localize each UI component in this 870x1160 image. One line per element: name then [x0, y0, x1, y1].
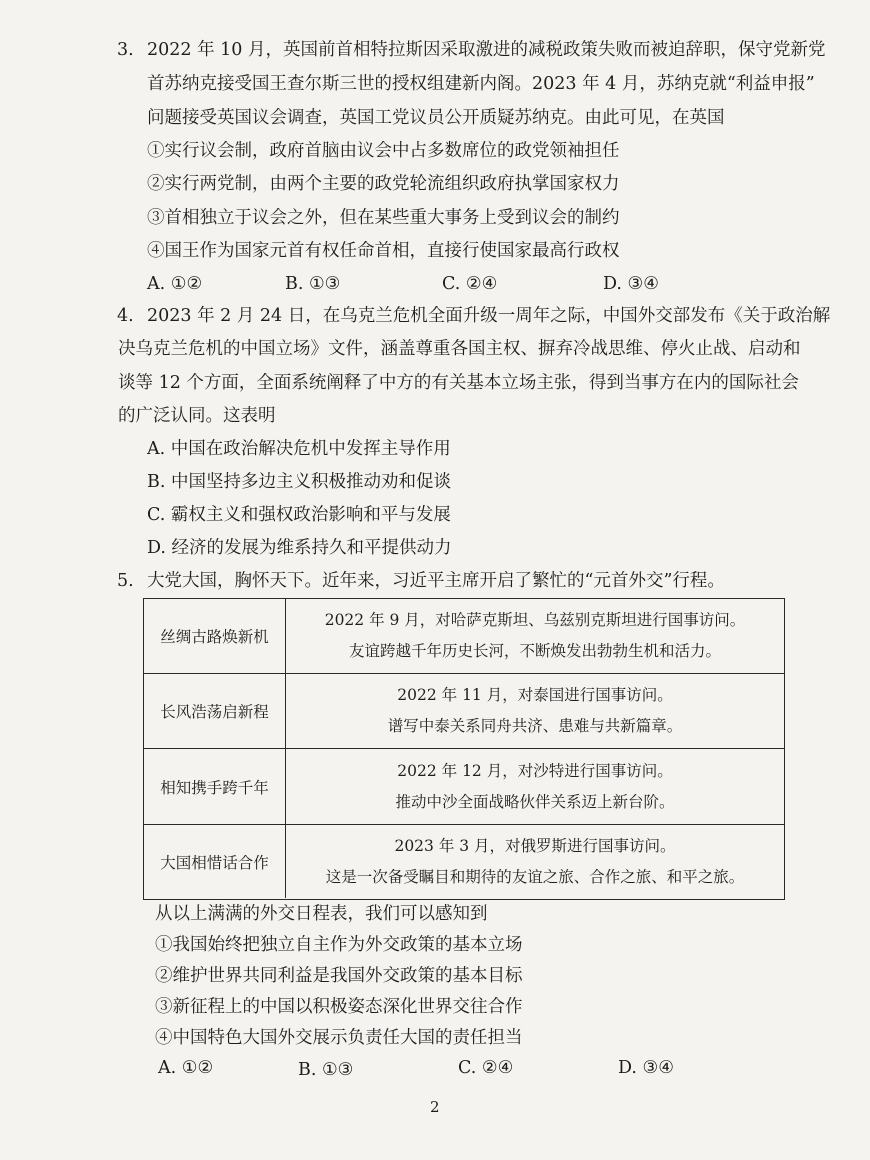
- option-c: C. 霸权主义和强权政治影响和平与发展: [147, 505, 451, 525]
- row-content-line: 2022 年 12 月，对沙特进行国事访问。: [397, 761, 673, 780]
- option-b: B. 中国坚持多边主义积极推动劝和促谈: [147, 472, 451, 492]
- row-content-line: 2022 年 9 月，对哈萨克斯坦、乌兹别克斯坦进行国事访问。: [324, 611, 746, 629]
- question-text-line: 谈等 12 个方面，全面系统阐释了中方的有关基本立场主张，得到当事方在内的国际社会: [118, 373, 799, 393]
- question-number: 4.: [117, 306, 134, 326]
- option-a: A. 中国在政治解决危机中发挥主导作用: [147, 439, 451, 459]
- row-title: 长风浩荡启新程: [144, 674, 286, 748]
- statement-item: ③新征程上的中国以积极姿态深化世界交往合作: [155, 997, 523, 1017]
- row-content: [286, 674, 784, 748]
- statement-item: ④中国特色大国外交展示负责任大国的责任担当: [155, 1028, 523, 1048]
- question-text-line: 大党大国，胸怀天下。近年来，习近平主席开启了繁忙的“元首外交”行程。: [147, 571, 725, 591]
- statement-item: ②实行两党制，由两个主要的政党轮流组织政府执掌国家权力: [147, 174, 620, 194]
- row-content: [286, 749, 784, 824]
- question-text-line: 决乌克兰危机的中国立场》文件，涵盖尊重各国主权、摒弃冷战思维、停火止战、启动和: [118, 339, 801, 359]
- page-number: 2: [430, 1098, 440, 1116]
- row-content-line: 这是一次备受瞩目和期待的友谊之旅、合作之旅、和平之旅。: [325, 867, 745, 886]
- statement-item: ②维护世界共同利益是我国外交政策的基本目标: [155, 966, 523, 986]
- row-content-line: 2023 年 3 月，对俄罗斯进行国事访问。: [394, 836, 676, 855]
- row-content-line: 推动中沙全面战略伙伴关系迈上新台阶。: [395, 792, 675, 811]
- option-a: A. ①②: [158, 1058, 214, 1078]
- row-title: 丝绸古路焕新机: [144, 599, 286, 673]
- row-content-line: 谱写中泰关系同舟共济、患难与共新篇章。: [387, 717, 683, 735]
- question-text-line: 问题接受英国议会调查，英国工党议员公开质疑苏纳克。由此可见，在英国: [147, 108, 725, 128]
- table-row: [144, 674, 784, 749]
- table-row: [144, 599, 784, 674]
- row-content: [286, 599, 784, 673]
- question-text-line: 的广泛认同。这表明: [118, 406, 276, 426]
- option-d: D. 经济的发展为维系持久和平提供动力: [147, 538, 452, 558]
- option-c: C. ②④: [458, 1058, 514, 1078]
- statement-item: ③首相独立于议会之外，但在某些重大事务上受到议会的制约: [147, 208, 620, 228]
- row-content: [286, 825, 784, 898]
- option-b: B. ①③: [285, 274, 341, 294]
- statement-item: ④国王作为国家元首有权任命首相，直接行使国家最高行政权: [147, 241, 620, 261]
- question-text-line: 2023 年 2 月 24 日，在乌克兰危机全面升级一周年之际，中国外交部发布《关于政治解: [147, 306, 831, 326]
- question-text-line: 从以上满满的外交日程表，我们可以感知到: [155, 904, 488, 924]
- option-c: C. ②④: [442, 274, 498, 294]
- option-a: A. ①②: [147, 274, 203, 294]
- statement-item: ①我国始终把独立自主作为外交政策的基本立场: [155, 935, 523, 955]
- table-row: [144, 749, 784, 825]
- row-title: 大国相惜话合作: [144, 825, 286, 898]
- option-b: B. ①③: [298, 1060, 354, 1080]
- question-text-line: 首苏纳克接受国王查尔斯三世的授权组建新内阁。2023 年 4 月，苏纳克就“利益申报”: [147, 74, 815, 94]
- option-d: D. ③④: [618, 1058, 674, 1078]
- question-number: 5.: [117, 571, 134, 591]
- row-title: 相知携手跨千年: [144, 749, 286, 824]
- option-d: D. ③④: [603, 274, 659, 294]
- question-number: 3.: [117, 40, 134, 60]
- statement-item: ①实行议会制，政府首脑由议会中占多数席位的政党领袖担任: [147, 141, 620, 161]
- row-content-line: 2022 年 11 月，对泰国进行国事访问。: [397, 686, 673, 704]
- table-row: [144, 825, 784, 898]
- question-text-line: 2022 年 10 月，英国前首相特拉斯因采取激进的减税政策失败而被迫辞职，保守党新党: [147, 40, 826, 60]
- diplomacy-schedule-table: [143, 598, 785, 900]
- row-content-line: 友谊跨越千年历史长河，不断焕发出勃勃生机和活力。: [348, 642, 721, 660]
